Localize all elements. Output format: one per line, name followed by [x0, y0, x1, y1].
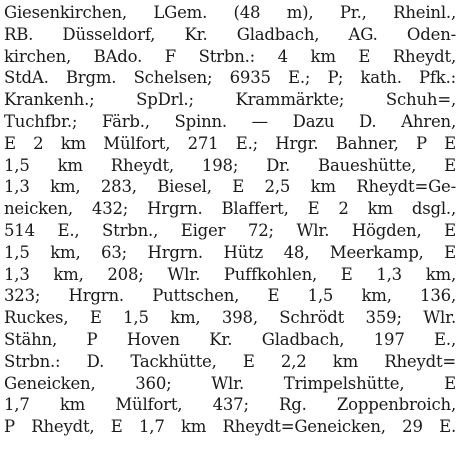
entry-line-3: kirchen, BAdo. F Strbn.: 4 km E Rheydt, — [4, 46, 456, 66]
entry-line-15: Ruckes, E 1,5 km, 398, Schrödt 359; Wlr. — [4, 308, 456, 328]
entry-line-5: Krankenh.; SpDrl.; Krammärkte; Schuh=, — [4, 90, 456, 110]
entry-line-18: Geneicken, 360; Wlr. Trimpelshütte, E — [4, 373, 456, 393]
entry-line-8: 1,5 km Rheydt, 198; Dr. Baueshütte, E — [4, 155, 456, 175]
entry-line-10: neicken, 432; Hrgrn. Blaffert, E 2 km dsgl., — [4, 199, 456, 219]
entry-line-4: StdA. Brgm. Schelsen; 6935 E.; P; kath. Pfk.: — [4, 68, 456, 88]
entry-line-16: Stähn, P Hoven Kr. Gladbach, 197 E., — [4, 329, 456, 349]
entry-line-7: E 2 km Mülfort, 271 E.; Hrgr. Bahner, P E — [4, 133, 456, 153]
entry-line-13: 1,3 km, 208; Wlr. Puffkohlen, E 1,3 km, — [4, 264, 456, 284]
entry-line-19: 1,7 km Mülfort, 437; Rg. Zoppenbroich, — [4, 395, 456, 415]
entry-line-9: 1,3 km, 283, Biesel, E 2,5 km Rheydt=Ge- — [4, 177, 456, 197]
entry-line-2: RB. Düsseldorf, Kr. Gladbach, AG. Oden- — [4, 24, 456, 44]
entry-line-20: P Rheydt, E 1,7 km Rheydt=Geneicken, 29 E. — [4, 417, 456, 437]
entry-line-12: 1,5 km, 63; Hrgrn. Hütz 48, Meerkamp, E — [4, 242, 456, 262]
gazetteer-entry — [4, 2, 456, 438]
entry-line-6: Tuchfbr.; Färb., Spinn. — Dazu D. Ahren, — [4, 111, 456, 131]
entry-line-14: 323; Hrgrn. Puttschen, E 1,5 km, 136, — [4, 286, 456, 306]
entry-line-1: Giesenkirchen, LGem. (48 m), Pr., Rheinl., — [4, 3, 456, 22]
entry-line-17: Strbn.: D. Tackhütte, E 2,2 km Rheydt= — [4, 351, 456, 371]
entry-line-11: 514 E., Strbn., Eiger 72; Wlr. Högden, E — [4, 220, 456, 240]
